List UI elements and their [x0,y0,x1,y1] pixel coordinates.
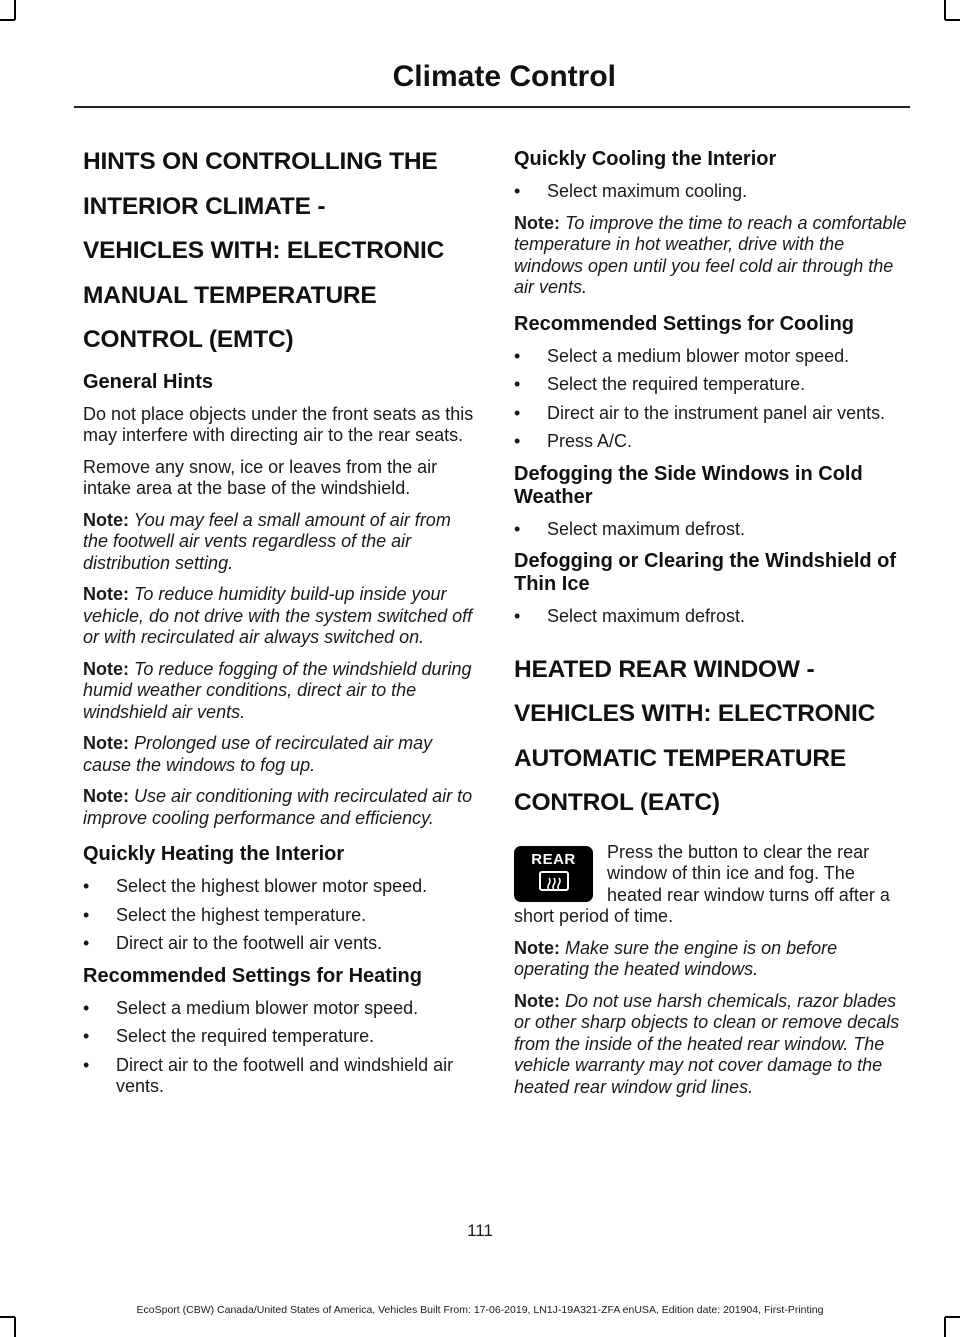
bullet-list [514,346,910,453]
note-label: Note: [514,937,560,958]
note [83,786,477,829]
left-column [83,140,477,1108]
subheading-recommended-heating: Recommended Settings for Heating [83,964,422,987]
heading-line: VEHICLES WITH: ELECTRONIC [514,700,876,727]
note-label: Note: [83,658,129,679]
bullet-list [514,519,910,541]
note-label: Note: [514,990,560,1011]
note-text: To improve the time to reach a comfortable temperature in hot weather, drive with the windows open until you feel cold air through the air vents. [514,212,907,297]
list-item: • Direct air to the footwell and windshield air vents. [83,1055,477,1098]
paragraph: Remove any snow, ice or leaves from the air intake area at the base of the windshield. [83,456,438,498]
note-label: Note: [83,733,129,753]
note-text: Do not use harsh chemicals, razor blades or other sharp objects to clean or remove decals from the inside of the heated rear window. The vehicle warranty may not cover damage to the heated rear window grid lines. [514,990,900,1097]
heading-line: AUTOMATIC TEMPERATURE [514,744,846,772]
crop-mark [0,1316,15,1318]
bullet-list [514,606,910,628]
page-number: 111 [467,1221,493,1240]
note [514,991,910,1099]
list-item: • Select the highest blower motor speed. [83,876,477,898]
note [514,213,910,299]
rear-icon-label: REAR [531,850,576,868]
list-item: • Select maximum defrost. [514,606,910,628]
note-text: Make sure the engine is on before operating the heated windows. [514,937,838,979]
list-item: • Select maximum cooling. [514,181,910,203]
list-item: • Select the required temperature. [514,374,910,396]
header-divider [74,106,910,108]
list-item: • Press A/C. [514,431,910,453]
note [83,733,477,776]
list-item: • Select maximum defrost. [514,519,910,541]
footer-text: EcoSport (CBW) Canada/United States of America, Vehicles Built From: 17-06-2019, LN1J-19A321-ZFA enUSA, Edition date: 201904, First-Printing [136,1304,824,1316]
note-label: Note: [83,509,129,530]
crop-mark [14,0,16,20]
bullet-list [83,876,477,955]
heading-line: VEHICLES WITH: ELECTRONIC [83,237,445,264]
subheading-defog-windshield: Defogging or Clearing the Windshield of Thin Ice [514,550,897,595]
subheading-recommended-cooling: Recommended Settings for Cooling [514,312,855,335]
crop-mark [14,1317,16,1337]
page-header-title: Climate Control [392,60,616,93]
section-heading-emtc [83,140,477,363]
paragraph: Do not place objects under the front seats as this may interfere with directing air to the rear seats. [83,403,474,445]
bullet-list [83,998,477,1098]
list-item: • Select a medium blower motor speed. [83,998,477,1020]
list-item: • Direct air to the footwell air vents. [83,933,477,955]
heading-line: CONTROL (EMTC) [83,326,294,353]
note-text: To reduce fogging of the windshield during humid weather conditions, direct air to the windshield air vents. [83,658,472,722]
heading-line: HINTS ON CONTROLLING THE [83,148,438,175]
subheading-defog-side: Defogging the Side Windows in Cold Weather [514,462,863,508]
note [83,584,477,649]
crop-mark [945,1316,960,1318]
list-item: • Select the required temperature. [83,1026,477,1048]
note-label: Note: [83,786,129,806]
subheading-quick-cooling: Quickly Cooling the Interior [514,148,777,170]
defrost-grid-icon [538,870,570,894]
crop-mark [0,19,15,21]
list-item: • Direct air to the instrument panel air vents. [514,403,910,425]
note-label: Note: [514,212,560,233]
note [514,938,910,981]
heading-line: INTERIOR CLIMATE - [83,192,326,220]
note-text: You may feel a small amount of air from the footwell air vents regardless of the air distribution setting. [83,509,451,573]
heading-line: HEATED REAR WINDOW - [514,655,815,683]
note-label: Note: [83,584,129,604]
paragraph: Press the button to clear the rear window of thin ice and fog. The heated rear window turns off after a short period of time. [514,841,890,926]
note [83,659,477,724]
note-text: Prolonged use of recirculated air may cause the windows to fog up. [83,733,433,775]
right-column [514,148,910,1108]
list-item: • Select the highest temperature. [83,905,477,927]
rear-defrost-icon [514,846,593,902]
heading-line: CONTROL (EATC) [514,789,720,816]
heading-line: MANUAL TEMPERATURE [83,281,377,309]
list-item: • Select a medium blower motor speed. [514,346,910,368]
subheading-general-hints: General Hints [83,370,214,393]
note [83,510,477,575]
note-text: To reduce humidity build-up inside your vehicle, do not drive with the system switched off or with recirculated air always switched on. [83,584,473,647]
crop-mark [945,19,960,21]
crop-mark [944,0,946,20]
section-heading-eatc [514,648,910,826]
note-text: Use air conditioning with recirculated air to improve cooling performance and efficiency. [83,786,473,828]
crop-mark [944,1317,946,1337]
bullet-list [514,181,910,203]
subheading-quick-heating: Quickly Heating the Interior [83,843,345,865]
